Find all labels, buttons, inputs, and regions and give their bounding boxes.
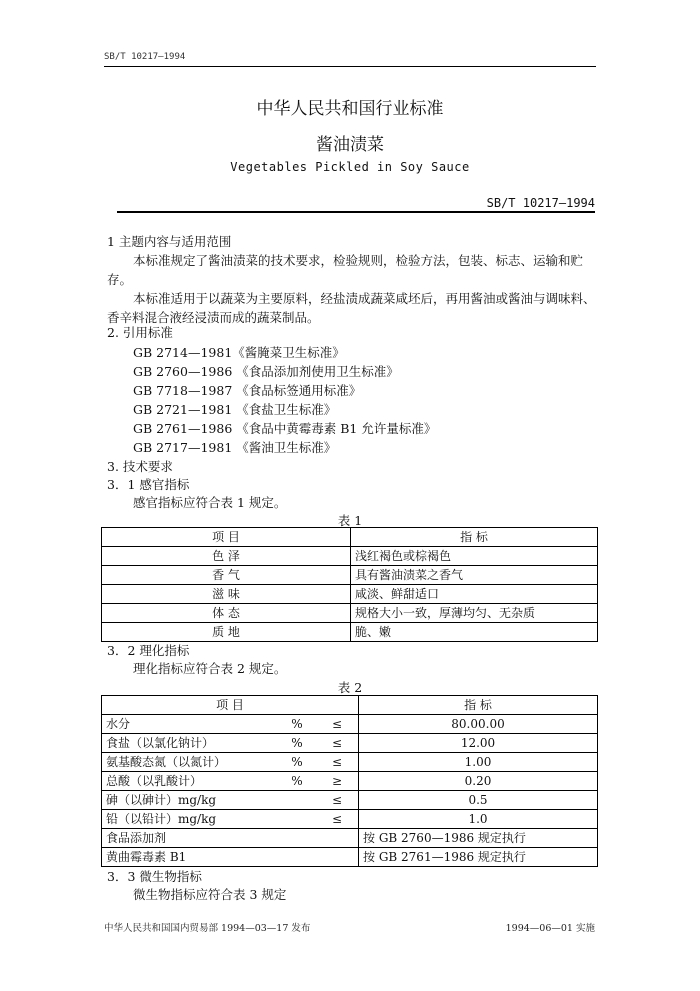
table-cell: 1.00 <box>359 753 598 772</box>
table-row <box>102 734 598 753</box>
table-cell: 质 地 <box>102 623 351 642</box>
table-cell-unit: % <box>278 772 316 791</box>
section-3-1-heading: 3．1 感官指标 <box>107 477 190 492</box>
table-row <box>102 547 598 566</box>
section-1-paragraph-2: 本标准适用于以蔬菜为主要原料，经盐渍成蔬菜咸坯后，再用酱油或酱油与调味料、香辛料混合液经浸渍而成的蔬菜制品。 <box>107 291 596 325</box>
section-3-2-heading: 3．2 理化指标 <box>107 643 190 658</box>
table-cell: 浅红褐色或棕褐色 <box>351 547 598 566</box>
table-row <box>102 585 598 604</box>
table-header-cell: 指 标 <box>359 696 598 715</box>
section-3-3-text: 微生物指标应符合表 3 规定 <box>133 887 287 902</box>
table-cell: 总酸（以乳酸计） <box>102 772 279 791</box>
footer-issued: 中华人民共和国国内贸易部 1994—03—17 发布 <box>104 923 311 934</box>
table-cell: 砷（以砷计）mg/kg <box>102 791 279 810</box>
table-cell: 色 泽 <box>102 547 351 566</box>
table-cell-operator: ≥ <box>316 772 359 791</box>
table-1-caption: 表 1 <box>337 513 363 528</box>
table-row <box>102 829 598 848</box>
table-row <box>102 715 598 734</box>
table-row <box>102 848 598 867</box>
table-row <box>102 604 598 623</box>
table-row <box>102 791 598 810</box>
table-cell: 铅（以铅计）mg/kg <box>102 810 279 829</box>
table-cell: 80.00.00 <box>359 715 598 734</box>
table-cell-operator: ≤ <box>316 715 359 734</box>
reference-item: GB 7718—1987 《食品标签通用标准》 <box>133 383 362 398</box>
table-cell: 按 GB 2761—1986 规定执行 <box>359 848 598 867</box>
table-cell-operator: ≤ <box>316 810 359 829</box>
section-3-heading: 3. 技术要求 <box>107 459 173 474</box>
section-3-2-text: 理化指标应符合表 2 规定。 <box>133 661 287 676</box>
table-cell: 0.20 <box>359 772 598 791</box>
table-row <box>102 566 598 585</box>
table-row <box>102 772 598 791</box>
table-header-cell: 项 目 <box>102 528 351 547</box>
table-header-cell: 指 标 <box>351 528 598 547</box>
table-row <box>102 810 598 829</box>
table-2 <box>101 695 598 867</box>
table-cell: 按 GB 2760—1986 规定执行 <box>359 829 598 848</box>
reference-item: GB 2714—1981《酱腌菜卫生标准》 <box>133 345 345 360</box>
table-cell: 食盐（以氯化钠计） <box>102 734 279 753</box>
document-title: 酱油渍菜 <box>316 135 384 155</box>
reference-item: GB 2761—1986 《食品中黄霉毒素 B1 允许量标准》 <box>133 421 437 436</box>
table-cell: 食品添加剂 <box>102 829 359 848</box>
section-3-3-heading: 3．3 微生物指标 <box>107 869 202 884</box>
section-2-heading: 2. 引用标准 <box>107 325 173 340</box>
table-cell: 1.0 <box>359 810 598 829</box>
table-cell: 黄曲霉毒素 B1 <box>102 848 359 867</box>
table-header-row <box>102 528 598 547</box>
table-cell: 氨基酸态氮（以氮计） <box>102 753 279 772</box>
footer-effective: 1994—06—01 实施 <box>505 923 595 934</box>
table-cell-unit <box>278 810 316 829</box>
table-cell: 咸淡、鲜甜适口 <box>351 585 598 604</box>
table-header-row <box>102 696 598 715</box>
header-rule <box>104 66 596 67</box>
table-cell-operator: ≤ <box>316 791 359 810</box>
table-cell: 水分 <box>102 715 279 734</box>
section-1-heading: 1 主题内容与适用范围 <box>107 234 232 249</box>
reference-item: GB 2717—1981 《酱油卫生标准》 <box>133 440 337 455</box>
table-cell-operator: ≤ <box>316 753 359 772</box>
table-cell: 滋 味 <box>102 585 351 604</box>
table-cell: 香 气 <box>102 566 351 585</box>
table-1 <box>101 527 598 642</box>
table-cell: 0.5 <box>359 791 598 810</box>
header-standard-code: SB/T 10217—1994 <box>104 52 186 62</box>
document-english-title: Vegetables Pickled in Soy Sauce <box>230 160 470 174</box>
section-1-paragraph-1: 本标准规定了酱油渍菜的技术要求，检验规则，检验方法，包装、标志、运输和贮存。 <box>107 253 584 287</box>
table-cell-unit: % <box>278 715 316 734</box>
reference-item: GB 2721—1981 《食盐卫生标准》 <box>133 402 337 417</box>
reference-item: GB 2760—1986 《食品添加剂使用卫生标准》 <box>133 364 399 379</box>
table-cell-unit: % <box>278 753 316 772</box>
table-cell-unit: % <box>278 734 316 753</box>
table-cell: 脆、嫩 <box>351 623 598 642</box>
table-cell: 规格大小一致，厚薄均匀、无杂质 <box>351 604 598 623</box>
section-3-1-text: 感官指标应符合表 1 规定。 <box>133 495 287 510</box>
table-cell-unit <box>278 791 316 810</box>
table-2-caption: 表 2 <box>337 680 363 695</box>
table-header-cell: 项 目 <box>102 696 359 715</box>
table-row <box>102 753 598 772</box>
table-cell-operator: ≤ <box>316 734 359 753</box>
document-category-title: 中华人民共和国行业标准 <box>256 99 444 119</box>
title-rule <box>117 211 595 213</box>
standard-code: SB/T 10217—1994 <box>486 196 595 210</box>
table-row <box>102 623 598 642</box>
table-cell: 12.00 <box>359 734 598 753</box>
table-cell: 体 态 <box>102 604 351 623</box>
table-cell: 具有酱油渍菜之香气 <box>351 566 598 585</box>
